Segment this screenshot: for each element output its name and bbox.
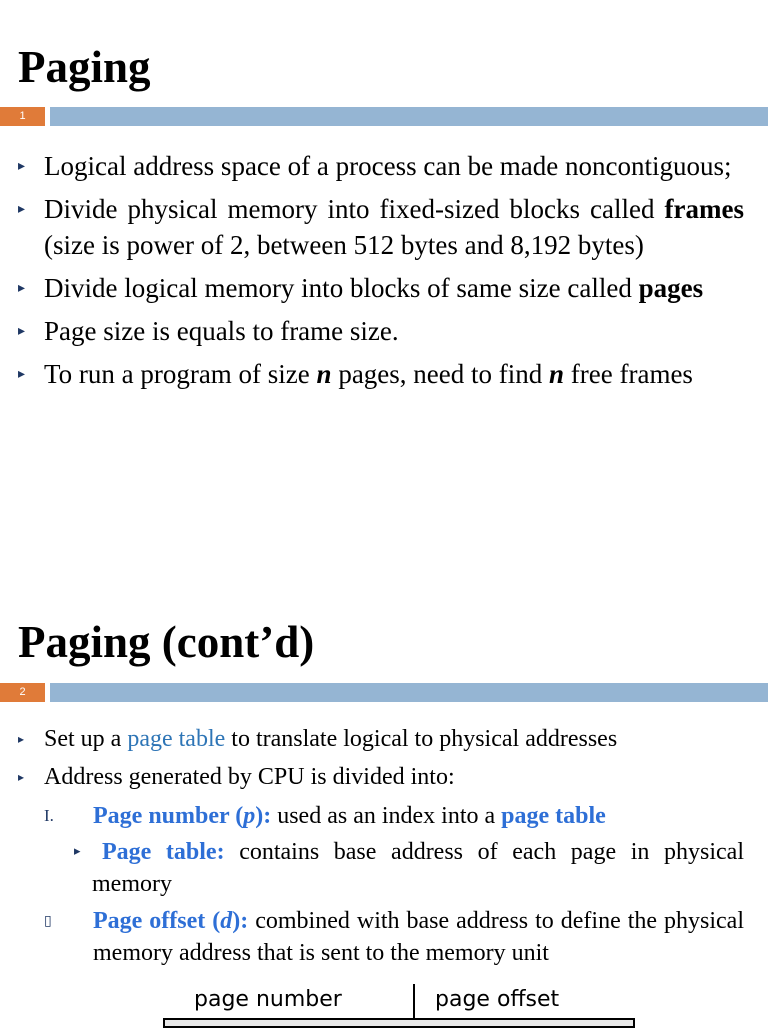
list-item [18,762,744,793]
bullet-arrow-icon: ▸ [18,323,26,339]
bullet-arrow-icon: ▸ [18,732,25,746]
bullet-text: Divide logical memory into blocks of same size called [44,273,639,303]
bullet-text: To run a program of size [44,359,317,389]
list-item [18,191,744,263]
bold-term: Page number [93,803,230,829]
bullet-arrow-icon: ▸ [18,201,26,217]
address-box [163,1018,635,1028]
title-bar [0,683,768,702]
bullet-text: pages, need to find [331,359,549,389]
bold-term: pages [638,273,704,303]
list-item [44,836,744,900]
variable-d: d [220,908,233,934]
page-table-term: page table [127,726,226,752]
bullet-text: Set up a [44,726,128,752]
missing-glyph-icon: ▯ [44,913,52,929]
bullet-text: Page size is equals to frame size. [44,316,399,346]
list-item [44,800,744,832]
sub-list [44,800,744,969]
item-text: contains base address of each page in physical memory [92,839,744,897]
roman-numeral-marker: I. [44,806,54,825]
bar-fill [50,683,768,702]
page-offset-header: page offset [435,987,560,1012]
slide-title: Paging [18,42,151,92]
bullet-list [18,724,744,801]
slide-title: Paging (cont’d) [18,617,315,667]
slide-number: 1 [0,107,45,126]
bullet-text: Address generated by CPU is divided into: [44,764,455,790]
list-item [18,313,744,349]
list-item [18,270,744,306]
bold-term: page table [501,803,606,829]
bullet-arrow-icon: ▸ [18,770,25,784]
item-text: combined with base address to define the physical memory address that is sent to the memory unit [93,908,745,966]
paren: ): [255,803,272,829]
bullet-text: to translate logical to physical addresses [225,726,618,752]
slide-number: 2 [0,683,45,702]
bullet-arrow-icon: ▸ [18,158,26,174]
title-bar [0,107,768,126]
list-item [18,148,744,184]
paren: ( [229,803,244,829]
variable-n: n [316,359,332,389]
bullet-text: free frames [564,359,693,389]
variable-n: n [549,359,565,389]
bullet-text: Divide physical memory into fixed-sized blocks called [44,194,665,224]
item-text: used as an index into a [271,803,502,829]
page-number-header: page number [194,987,342,1012]
bullet-arrow-icon: ▸ [18,366,26,382]
bullet-text: (size is power of 2, between 512 bytes and 8,192 bytes) [44,230,644,260]
bullet-list [18,148,744,399]
variable-p: p [243,803,256,829]
bar-fill [50,107,768,126]
bullet-text: Logical address space of a process can be made noncontiguous; [44,151,732,181]
bullet-arrow-icon: ▸ [74,844,81,859]
bullet-arrow-icon: ▸ [18,280,26,296]
bold-term: Page table: [102,839,225,865]
paren: ): [232,908,249,934]
bold-term: Page offset [93,908,206,934]
list-item [18,724,744,755]
bold-term: frames [664,194,744,224]
paren: ( [205,908,221,934]
list-item [18,356,744,392]
list-item [44,905,744,969]
